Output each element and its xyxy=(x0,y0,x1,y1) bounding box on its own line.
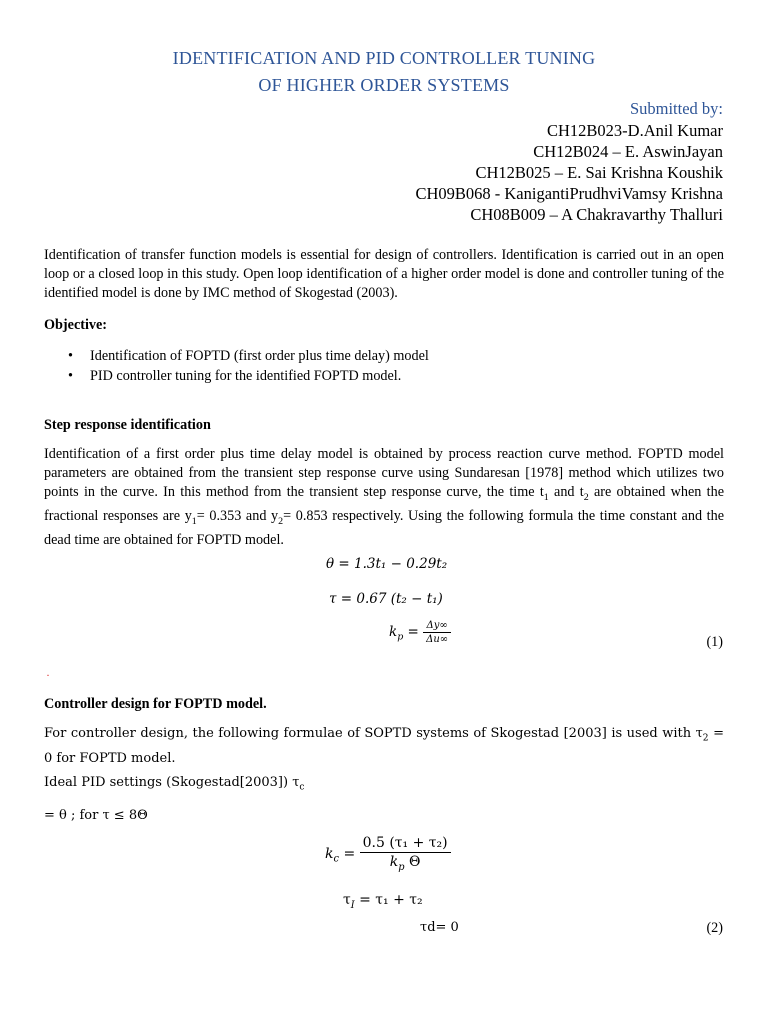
equation-tau-i: $\tau_I = \tau_1 + \tau_2$ xyxy=(343,892,423,911)
step-response-paragraph: Identification of a first order plus time delay model is obtained by process reaction curve method. FOPTD model parameters are obtained from the transient step response curve using Sundaresan [1978] method which utilizes two points in the curve. In this method from the transient step response curve, the time $t_1$ and $t_2$ are obtained when the fractional responses are $y_1= 0.353$ and $y_2= 0.853$ respectively. Using the following formula the time constant and the dead time are obtained for FOPTD model. xyxy=(44,446,724,548)
objective-item: • PID controller tuning for the identified FOPTD model. xyxy=(44,366,429,386)
author-2: CH12B024 – E. AswinJayan xyxy=(533,142,723,161)
intro-paragraph: Identification of transfer function models is essential for design of controllers. Identification is carried out in an open loop or a closed loop in this study. Open loop identification of a higher order model is done and controller tuning of the identified model is done by IMC method of Skogestad (2003). xyxy=(44,247,724,301)
tau-condition-line: = θ ; for τ ≤ 8Θ xyxy=(44,808,148,823)
author-4: CH09B068 - KanigantiPrudhviVamsy Krishna xyxy=(415,184,723,203)
equation-kc: $k_c$ = $\frac{\text{0.5 (τ₁ + τ₂)}}{k_p \Theta}$ xyxy=(325,835,451,873)
objective-list xyxy=(44,346,429,386)
controller-design-heading: Controller design for FOPTD model. xyxy=(44,696,267,712)
submitted-by-heading: Submitted by: xyxy=(629,99,723,118)
ideal-pid-settings-line: Ideal PID settings (Skogestad[2003]) $\tau_c$ xyxy=(44,775,305,793)
controller-design-paragraph: For controller design, the following formulae of SOPTD systems of Skogestad [2003] is used with $\tau_2 = 0$ for FOPTD model. xyxy=(44,726,724,766)
author-3: CH12B025 – E. Sai Krishna Koushik xyxy=(475,163,723,182)
objective-item: • Identification of FOPTD (first order plus time delay) model xyxy=(44,346,429,366)
document-title-line-1: IDENTIFICATION AND PID CONTROLLER TUNING xyxy=(172,48,596,68)
objective-heading: Objective: xyxy=(44,317,108,333)
equation-number-2: (2) xyxy=(706,920,723,936)
stray-mark: · xyxy=(46,668,50,682)
author-5: CH08B009 – A Chakravarthy Thalluri xyxy=(470,205,723,224)
equation-number-1: (1) xyxy=(706,634,723,650)
equation-kp: $k_p$ = $\frac{\Delta y\infty}{\Delta u\infty}$ xyxy=(389,620,451,645)
step-response-heading: Step response identification xyxy=(44,417,211,433)
equation-tau-d: τd= 0 xyxy=(420,920,459,935)
document-title-line-2: OF HIGHER ORDER SYSTEMS xyxy=(258,75,510,95)
equation-theta: θ = 1.3t₁ − 0.29t₂ xyxy=(326,556,448,572)
author-1: CH12B023-D.Anil Kumar xyxy=(547,121,723,140)
equation-tau: τ = 0.67 (t₂ − t₁) xyxy=(329,591,443,607)
